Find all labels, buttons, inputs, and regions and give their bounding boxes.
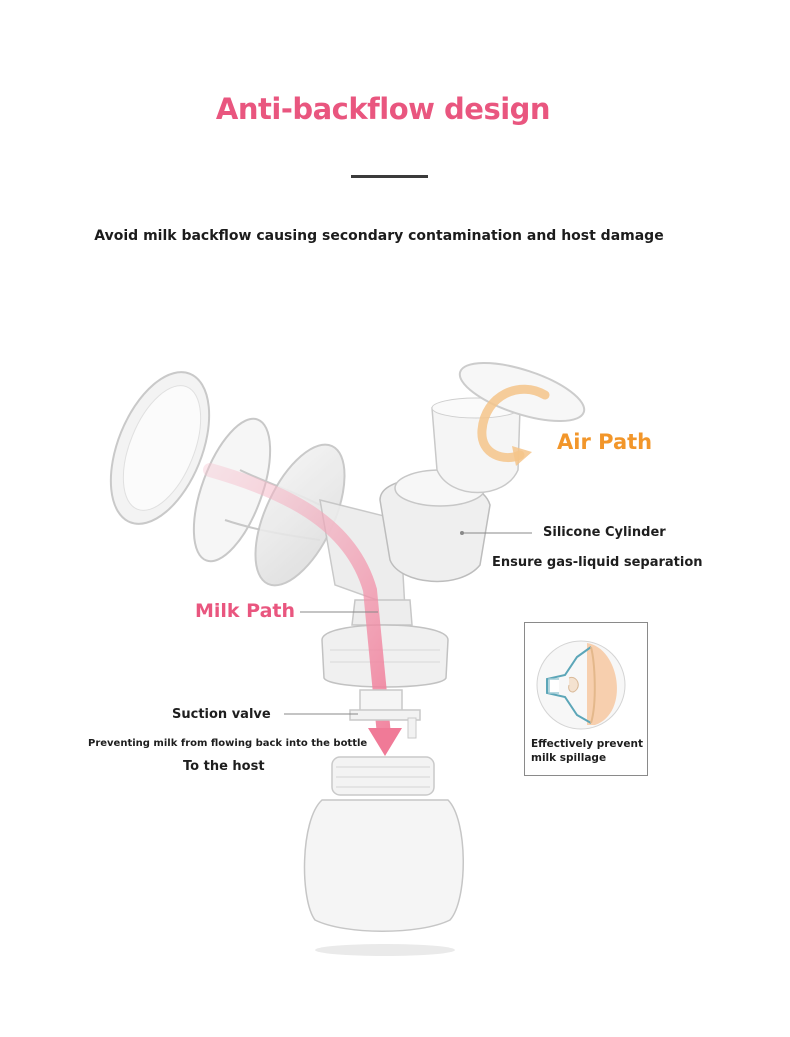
milk-path-label: Milk Path [195, 600, 296, 622]
page-subtitle: Avoid milk backflow causing secondary contamination and host damage [94, 228, 664, 244]
milk-bottle [305, 757, 464, 956]
preventing-label: Preventing milk from flowing back into the bottle [88, 738, 368, 749]
gas-liquid-label: Ensure gas-liquid separation [492, 555, 703, 570]
silicone-cylinder [432, 398, 520, 493]
page-title: Anti-backflow design [215, 92, 551, 126]
air-path-label: Air Path [557, 430, 653, 454]
spillage-inset [524, 622, 648, 776]
silicone-cylinder-label: Silicone Cylinder [543, 525, 666, 540]
inset-illustration [525, 623, 647, 733]
inset-line-2: milk spillage [531, 752, 607, 764]
inset-line-1: Effectively prevent [531, 738, 643, 750]
to-host-label: To the host [183, 759, 265, 774]
suction-valve-label: Suction valve [172, 707, 271, 722]
